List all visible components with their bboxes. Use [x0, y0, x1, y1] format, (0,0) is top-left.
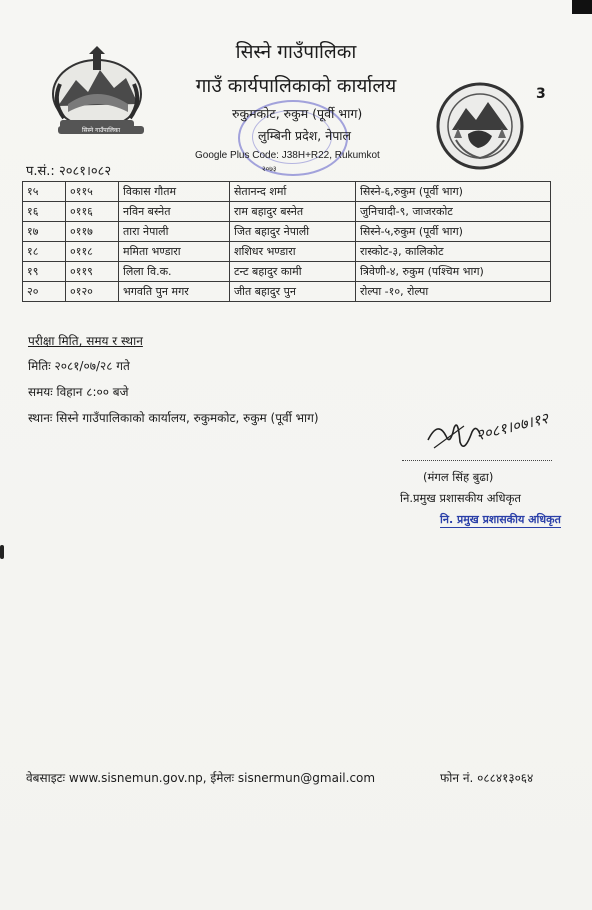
- address-line-2: लुम्बिनी प्रदेश, नेपाल: [258, 128, 352, 143]
- serial-cell: १८: [23, 242, 66, 262]
- google-plus-code: Google Plus Code: J38H+R22, Rukumkot: [195, 150, 380, 161]
- exam-heading: परीक्षा मिति, समय र स्थान: [28, 334, 143, 348]
- serial-cell: २०: [23, 282, 66, 302]
- roll-cell: ०१२०: [66, 282, 119, 302]
- serial-cell: १६: [23, 202, 66, 222]
- guardian-cell: टन्ट बहादुर कामी: [230, 262, 356, 282]
- table-row: [23, 222, 551, 242]
- signatory-title: नि.प्रमुख प्रशासकीय अधिकृत: [400, 491, 521, 505]
- punch-hole-mark: [0, 545, 4, 559]
- emblem-caption: सिस्ने गाउँपालिका: [58, 126, 144, 134]
- address-cell: सिस्ने-५,रुकुम (पूर्वी भाग): [356, 222, 551, 242]
- guardian-cell: सेतानन्द शर्मा: [230, 182, 356, 202]
- candidate-table: [22, 181, 551, 302]
- serial-cell: १७: [23, 222, 66, 242]
- reference-number: प.सं.: २०८१।०८२: [26, 164, 112, 179]
- established-year: २०७३: [262, 165, 277, 173]
- scan-edge-mark: [572, 0, 592, 14]
- name-cell: तारा नेपाली: [119, 222, 230, 242]
- address-cell: रास्कोट-३, कालिकोट: [356, 242, 551, 262]
- address-cell: सिस्ने-६,रुकुम (पूर्वी भाग): [356, 182, 551, 202]
- footer-website-email: वेबसाइटः www.sisnemun.gov.np, ईमेलः sisnermun@gmail.com: [26, 771, 376, 785]
- guardian-cell: जीत बहादुर पुन: [230, 282, 356, 302]
- roll-cell: ०११७: [66, 222, 119, 242]
- name-cell: ममिता भण्डारा: [119, 242, 230, 262]
- table-row: [23, 282, 551, 302]
- roll-cell: ०११८: [66, 242, 119, 262]
- exam-time: समयः विहान ८:०० बजे: [28, 385, 129, 399]
- table-row: [23, 242, 551, 262]
- exam-place: स्थानः सिस्ने गाउँपालिकाको कार्यालय, रुकुमकोट, रुकुम (पूर्वी भाग): [28, 411, 319, 425]
- table-row: [23, 182, 551, 202]
- footer-phone: फोन नं. ०८८४१३०६४: [440, 771, 534, 785]
- guardian-cell: राम बहादुर बस्नेत: [230, 202, 356, 222]
- name-cell: लिला वि.क.: [119, 262, 230, 282]
- address-line-1: रुकुमकोट, रुकुम (पूर्वी भाग): [232, 106, 363, 121]
- roll-cell: ०११५: [66, 182, 119, 202]
- roll-cell: ०११९: [66, 262, 119, 282]
- exam-date: मितिः २०८१/०७/२८ गते: [28, 359, 130, 373]
- signature-line: [402, 460, 552, 461]
- table-row: [23, 262, 551, 282]
- serial-cell: १९: [23, 262, 66, 282]
- logo-mark-three: 3: [536, 86, 546, 102]
- address-cell: त्रिवेणी-४, रुकुम (पश्चिम भाग): [356, 262, 551, 282]
- handwritten-signature: [424, 412, 484, 460]
- guardian-cell: जित बहादुर नेपाली: [230, 222, 356, 242]
- municipality-name: सिस्ने गाउँपालिका: [235, 41, 357, 63]
- signature-date: २०८१।०७।१२: [474, 409, 551, 445]
- guardian-cell: शशिधर भण्डारा: [230, 242, 356, 262]
- address-cell: रोल्पा -१०, रोल्पा: [356, 282, 551, 302]
- table-row: [23, 202, 551, 222]
- name-cell: नविन बस्नेत: [119, 202, 230, 222]
- name-cell: भगवति पुन मगर: [119, 282, 230, 302]
- address-cell: जुनिचादी-९, जाजरकोट: [356, 202, 551, 222]
- office-name: गाउँ कार्यपालिकाको कार्यालय: [195, 75, 397, 97]
- serial-cell: १५: [23, 182, 66, 202]
- signatory-name: (मंगल सिंह बुढा): [423, 470, 494, 484]
- roll-cell: ०११६: [66, 202, 119, 222]
- name-cell: विकास गौतम: [119, 182, 230, 202]
- signatory-stamp: नि. प्रमुख प्रशासकीय अधिकृत: [440, 513, 561, 526]
